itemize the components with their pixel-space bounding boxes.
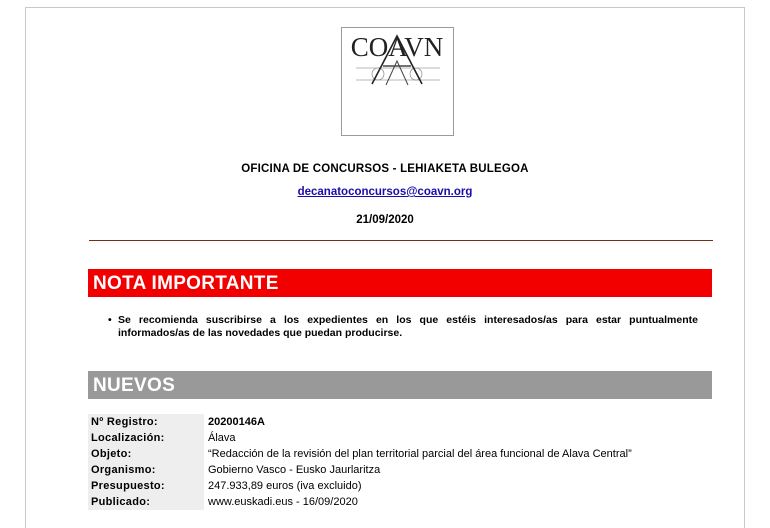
email-line: [26, 186, 744, 198]
table-row: [88, 494, 712, 510]
table-row: [88, 478, 712, 494]
field-value: 20200146A: [208, 416, 265, 428]
coavn-logo: [341, 27, 454, 136]
field-value: Gobierno Vasco - Eusko Jaurlaritza: [208, 464, 381, 476]
document-date: 21/09/2020: [356, 214, 414, 226]
logo-wordmark: COAVN: [350, 32, 444, 62]
field-label: Organismo:: [88, 462, 204, 478]
nota-bullet-item: [108, 314, 698, 340]
coavn-logo-graphic: [342, 28, 453, 135]
nuevos-banner: NUEVOS: [88, 371, 712, 399]
nota-text: Se recomienda suscribirse a los expedientes en los que estéis interesados/as para estar puntualmente informados/as de las novedades que puedan producirse.: [118, 314, 698, 339]
document-page: [25, 7, 745, 528]
field-label: Objeto:: [88, 446, 204, 462]
table-row: [88, 462, 712, 478]
field-value: 247.933,89 euros (iva excluido): [208, 480, 362, 492]
field-label: Presupuesto:: [88, 478, 204, 494]
registro-details-table: [88, 414, 712, 510]
field-value: “Redacción de la revisión del plan territorial parcial del área funcional de Alava Central”: [208, 448, 632, 460]
header-divider: [89, 240, 713, 241]
field-label: Nº Registro:: [88, 414, 204, 430]
field-value: www.euskadi.eus - 16/09/2020: [208, 496, 358, 508]
field-label: Publicado:: [88, 494, 204, 510]
email-link[interactable]: decanatoconcursos@coavn.org: [297, 186, 473, 198]
table-row: [88, 414, 712, 430]
office-title: OFICINA DE CONCURSOS - LEHIAKETA BULEGOA: [241, 163, 529, 175]
table-row: [88, 430, 712, 446]
nota-importante-banner: NOTA IMPORTANTE: [88, 269, 712, 297]
bullet-marker: •: [108, 314, 112, 326]
table-row: [88, 446, 712, 462]
field-value: Álava: [208, 432, 236, 444]
field-label: Localización:: [88, 430, 204, 446]
